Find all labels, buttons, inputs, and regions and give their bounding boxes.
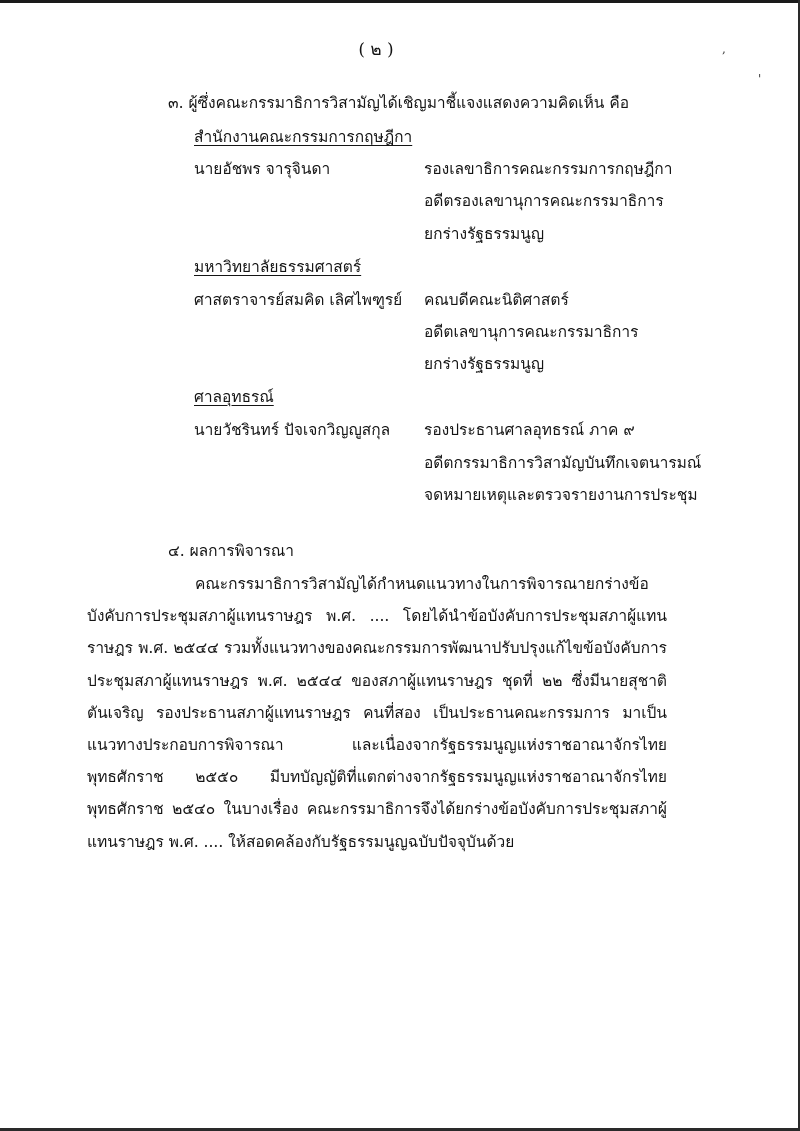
- scan-mark: ': [758, 72, 762, 86]
- person-name: ศาสตราจารย์สมคิด เลิศไพฑูรย์: [194, 291, 403, 309]
- page-number: ( ๒ ): [358, 40, 394, 60]
- position-line: ยกร่างรัฐธรรมนูญ: [424, 355, 545, 373]
- org-name-thammasat-university: มหาวิทยาลัยธรรมศาสตร์: [194, 258, 362, 276]
- position-line: รองประธานศาลอุทธรณ์ ภาค ๙: [424, 421, 635, 439]
- org-name-council-of-state: สำนักงานคณะกรรมการกฤษฎีกา: [194, 128, 413, 146]
- section-4-paragraph-text: คณะกรรมาธิการวิสามัญได้กำหนดแนวทางในการพิจารณายกร่างข้อบังคับการประชุมสภาผู้แทนราษฎร พ.ศ. .... โดยได้นำข้อบังคับการประชุมสภาผู้แทนราษฎร พ.ศ. ๒๕๔๔ รวมทั้งแนวทางของคณะกรรมการพัฒนาปรับปรุงแก้ไขข้อบังคับการประชุมสภาผู้แทนราษฎร พ.ศ. ๒๕๔๔ ของสภาผู้แทนราษฎร ชุดที่ ๒๒ ซึ่งมีนายสุชาติ ตันเจริญ รองประธานสภาผู้แทนราษฎร คนที่สอง เป็นประธานคณะกรรมการ มาเป็นแนวทางประกอบการพิจารณา และเนื่องจากรัฐธรรมนูญแห่งราชอาณาจักรไทย พุทธศักราช ๒๕๕๐ มีบทบัญญัติที่แตกต่างจากรัฐธรรมนูญแห่งราชอาณาจักรไทย พุทธศักราช ๒๕๔๐ ในบางเรื่อง คณะกรรมาธิการจึงได้ยกร่างข้อบังคับการประชุมสภาผู้แทนราษฎร พ.ศ. .... ให้สอดคล้องกับรัฐธรรมนูญฉบับปัจจุบันด้วย: [87, 575, 667, 851]
- org-name-court-of-appeal: ศาลอุทธรณ์: [194, 388, 274, 406]
- scan-border-top: [0, 0, 800, 3]
- scan-mark: ,: [722, 42, 726, 56]
- position-line: จดหมายเหตุและตรวจรายงานการประชุม: [424, 486, 698, 504]
- person-name: นายวัชรินทร์ ปัจเจกวิญญูสกุล: [194, 421, 391, 439]
- position-line: ยกร่างรัฐธรรมนูญ: [424, 225, 545, 243]
- position-line: อดีตรองเลขานุการคณะกรรมาธิการ: [424, 192, 664, 210]
- section-4-paragraph: [87, 568, 667, 858]
- section-3-heading: ๓. ผู้ซึ่งคณะกรรมาธิการวิสามัญได้เชิญมาชี้แจงแสดงความคิดเห็น คือ: [168, 94, 630, 112]
- position-line: คณบดีคณะนิติศาสตร์: [424, 291, 569, 309]
- position-line: อดีตกรรมาธิการวิสามัญบันทึกเจตนารมณ์: [424, 454, 702, 472]
- position-line: อดีตเลขานุการคณะกรรมาธิการ: [424, 323, 639, 341]
- section-4-heading: ๔. ผลการพิจารณา: [168, 542, 294, 560]
- position-line: รองเลขาธิการคณะกรรมการกฤษฎีกา: [424, 160, 673, 178]
- person-name: นายอัชพร จารุจินดา: [194, 160, 331, 178]
